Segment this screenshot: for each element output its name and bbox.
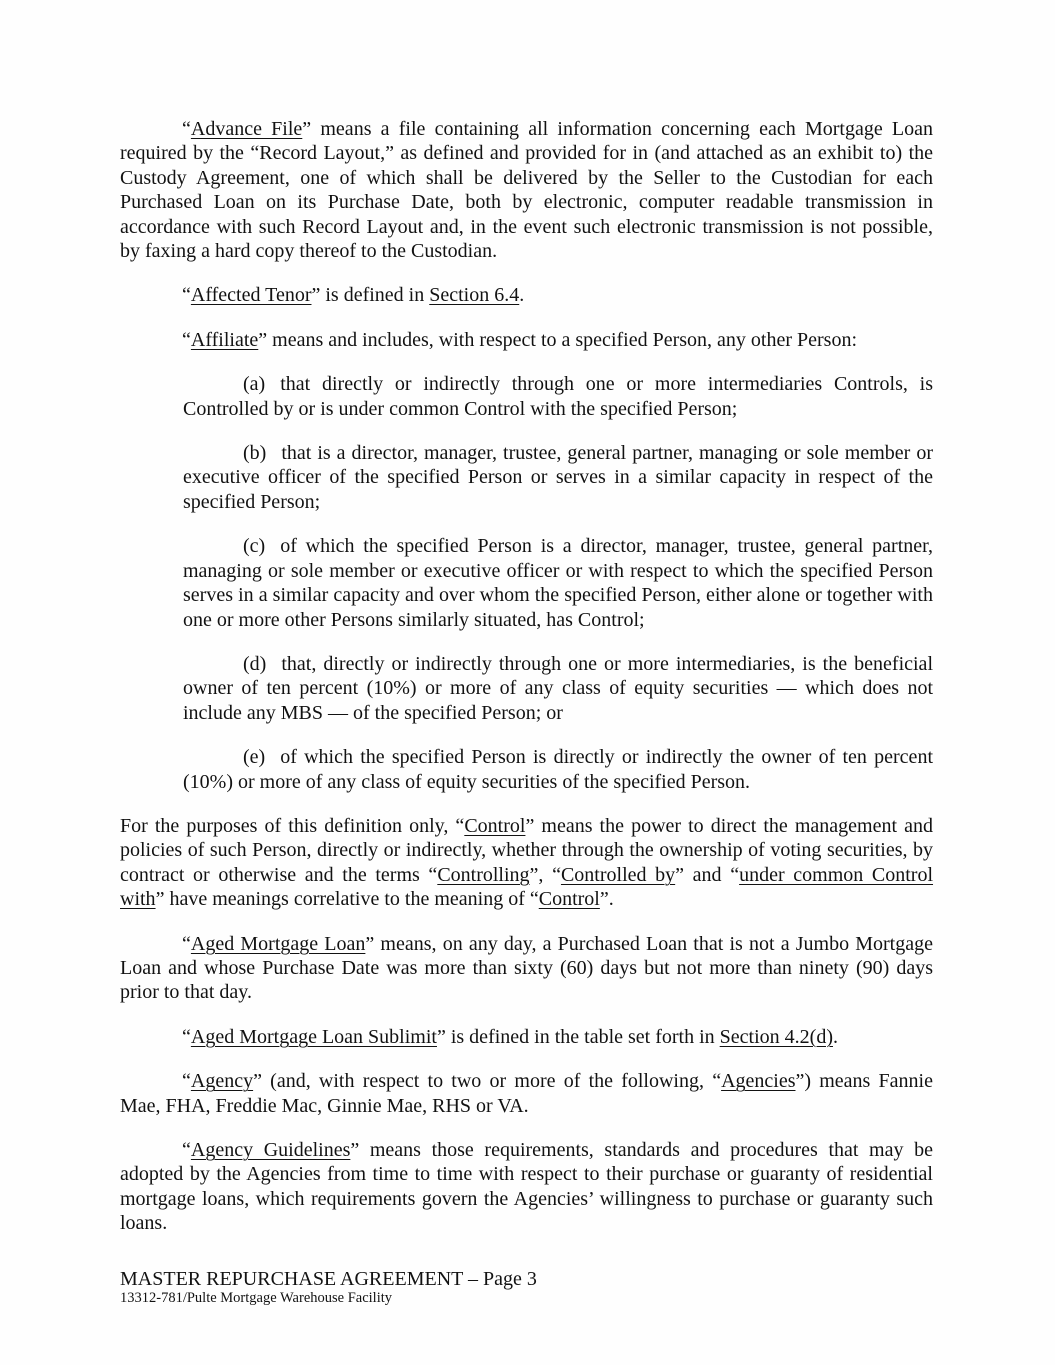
definition-paragraph-12 (120, 1069, 933, 1118)
defined-term: Section 6.4 (429, 284, 520, 307)
defined-term: Controlled by (560, 863, 676, 886)
defined-term: Controlling (437, 863, 530, 886)
list-item-label: (c) (243, 535, 266, 558)
definition-paragraph-9 (120, 814, 933, 912)
text-run: ” and “ (675, 863, 740, 886)
defined-term: Aged Mortgage Loan Sublimit (190, 1025, 437, 1048)
list-item-paragraph-d (183, 652, 933, 725)
text-run: of which the specified Person is directly or indirectly the owner of ten percent (10%) or more of any class of equity securities of the specified Person. (183, 746, 933, 793)
text-run: ”, “ (529, 863, 561, 886)
text-run: that is a director, manager, trustee, general partner, managing or sole member or executive officer of the specified Person or serves in a similar capacity in respect of the specified Person; (183, 442, 933, 513)
text-run: ” have meanings correlative to the meaning of “ (155, 888, 539, 911)
definition-paragraph-11 (120, 1025, 933, 1049)
text-run: ” is defined in (311, 284, 430, 307)
defined-term: Affected Tenor (190, 284, 312, 307)
list-item-paragraph-a (183, 372, 933, 421)
definition-paragraph-10 (120, 932, 933, 1005)
defined-term: Agency (190, 1070, 254, 1093)
text-run: “ (182, 932, 191, 955)
text-run: ” means the power to direct the management and policies of such Person, directly or indirectly, whether through the ownership of voting securities, by contract or otherwise and the terms “ (120, 814, 933, 886)
list-item-paragraph-b (183, 441, 933, 514)
footer-document-title: MASTER REPURCHASE AGREEMENT – Page 3 (120, 1268, 537, 1290)
page-footer (120, 1268, 537, 1307)
text-run: ” means, on any day, a Purchased Loan that is not a Jumbo Mortgage Loan and whose Purchase Date was more than sixty (60) days but not more than ninety (90) days prior to that day. (120, 932, 933, 1004)
text-run: “ (182, 284, 191, 307)
list-item-label: (d) (243, 652, 267, 675)
footer-file-reference: 13312-781/Pulte Mortgage Warehouse Facility (120, 1290, 393, 1306)
text-run: “ (182, 1025, 191, 1048)
defined-term: Advance File (190, 118, 303, 140)
document-body (120, 117, 933, 1236)
defined-term: Aged Mortgage Loan (190, 932, 366, 955)
defined-term: Agencies (721, 1070, 796, 1093)
text-run: ”. (599, 888, 614, 911)
list-item-label: (a) (243, 373, 266, 396)
defined-term: Control (538, 888, 600, 911)
text-run: that directly or indirectly through one or more intermediaries Controls, is Controlled by or is under common Control with the specified Person; (183, 373, 933, 420)
definition-paragraph-3 (120, 328, 933, 352)
text-run: ” is defined in the table set forth in (436, 1025, 720, 1048)
definition-paragraph-2 (120, 283, 933, 307)
text-run: of which the specified Person is a director, manager, trustee, general partner, managing or sole member or executive officer or with respect to which the specified Person serves in a similar capacity and over whom the specified Person, either alone or together with one or more other Persons similarly situated, has Control; (183, 535, 933, 631)
text-run: ”) means Fannie Mae, FHA, Freddie Mac, Ginnie Mae, RHS or VA. (120, 1070, 933, 1117)
text-run: “ (182, 118, 191, 140)
list-item-label: (e) (243, 746, 266, 769)
definition-paragraph-13 (120, 1138, 933, 1236)
text-run: . (832, 1025, 838, 1048)
text-run: “ (182, 328, 191, 351)
text-run: “ (182, 1070, 191, 1093)
text-run: ” means a file containing all information concerning each Mortgage Loan required by the “Record Layout,” as defined and provided for in (and attached as an exhibit to) the Custody Agreement, one of which shall be delivered by the Seller to the Custodian for each Purchased Loan on its Purchase Date, both by electronic, computer readable transmission in accordance with such Record Layout and, in the event such electronic transmission is not possible, by faxing a hard copy thereof to the Custodian. (120, 118, 934, 263)
text-run: ” (and, with respect to two or more of the following, “ (253, 1070, 722, 1093)
defined-term: Agency Guidelines (190, 1139, 351, 1161)
defined-term: under common Control with (120, 863, 934, 911)
list-item-paragraph-e (183, 745, 933, 794)
defined-term: Affiliate (190, 328, 259, 351)
list-item-label: (b) (243, 442, 267, 465)
text-run: For the purposes of this definition only, “ (120, 814, 465, 837)
text-run: ” means and includes, with respect to a specified Person, any other Person: (258, 328, 858, 351)
list-item-paragraph-c (183, 534, 933, 632)
text-run: ” means those requirements, standards and procedures that may be adopted by the Agencies from time to time with respect to their purchase or guaranty of residential mortgage loans, which requirements govern the Agencies’ willingness to purchase or guaranty such loans. (120, 1139, 933, 1235)
definition-paragraph-1 (120, 117, 933, 263)
defined-term: Control (464, 814, 526, 837)
defined-term: Section 4.2(d) (719, 1025, 833, 1048)
text-run: that, directly or indirectly through one or more intermediaries, is the beneficial owner of ten percent (10%) or more of any class of equity securities — which does not include any MBS — of the specified Person; or (183, 652, 933, 724)
text-run: . (519, 284, 525, 307)
text-run: “ (182, 1139, 191, 1161)
